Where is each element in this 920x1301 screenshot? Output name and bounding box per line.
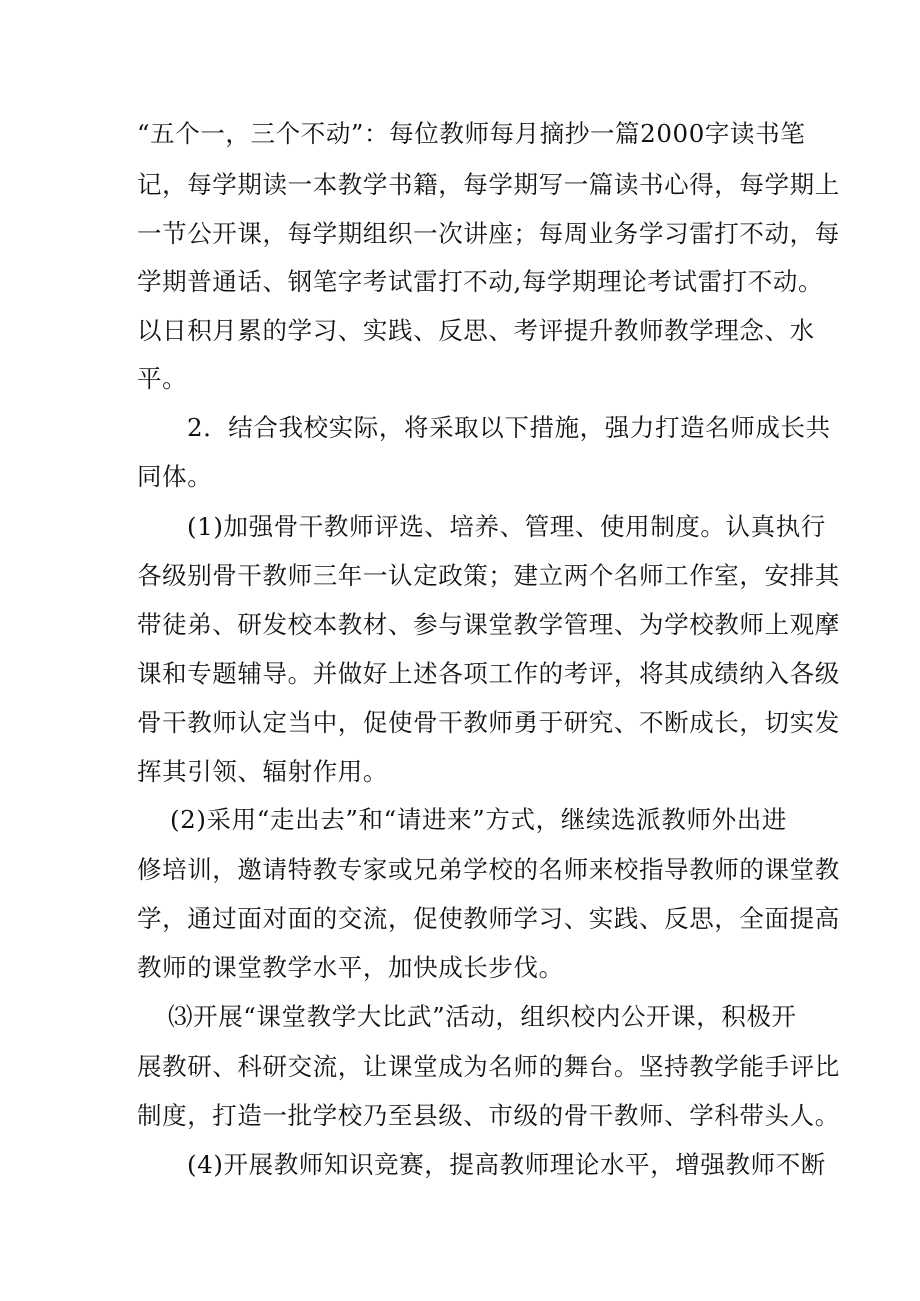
text-line: 学期普通话、钢笔字考试雷打不动,每学期理论考试雷打不动。 xyxy=(137,267,824,296)
text-line: 教师的课堂教学水平，加快成长步伐。 xyxy=(137,953,564,982)
text-line: 带徒弟、研发校本教材、参与课堂教学管理、为学校教师上观摩 xyxy=(137,610,840,639)
text-line: 挥其引领、辐射作用。 xyxy=(137,757,388,786)
text-line: “五个一，三个不动”：每位教师每月摘抄一篇2000字读书笔 xyxy=(137,119,806,148)
text-line: ⑶开展“课堂教学大比武”活动，组织校内公开课，积极开 xyxy=(168,1002,797,1031)
text-line: 展教研、科研交流，让课堂成为名师的舞台。坚持教学能手评比 xyxy=(137,1052,840,1081)
text-line: 以日积月累的学习、实践、反思、考评提升教师教学理念、水 xyxy=(137,316,815,345)
text-line: (1)加强骨干教师评选、培养、管理、使用制度。认真执行 xyxy=(187,512,826,541)
text-line: 骨干教师认定当中，促使骨干教师勇于研究、不断成长，切实发 xyxy=(137,708,840,737)
text-line: 一节公开课，每学期组织一次讲座；每周业务学习雷打不动，每 xyxy=(137,219,840,248)
text-line: 各级别骨干教师三年一认定政策；建立两个名师工作室，安排其 xyxy=(137,561,840,590)
text-line: 学，通过面对面的交流，促使教师学习、实践、反思，全面提高 xyxy=(137,904,840,933)
text-line: 制度，打造一批学校乃至县级、市级的骨干教师、学科带头人。 xyxy=(137,1101,840,1130)
text-line: 同体。 xyxy=(137,462,213,491)
text-line: (4)开展教师知识竞赛，提高教师理论水平，增强教师不断 xyxy=(187,1150,826,1179)
text-line: 记，每学期读一本教学书籍，每学期写一篇读书心得，每学期上 xyxy=(137,170,840,199)
text-line: 2．结合我校实际，将采取以下措施，强力打造名师成长共 xyxy=(187,413,831,442)
text-line: 修培训，邀请特教专家或兄弟学校的名师来校指导教师的课堂教 xyxy=(137,855,840,884)
text-line: (2)采用“走出去”和“请进来”方式，继续选派教师外出进 xyxy=(170,805,787,834)
text-line: 课和专题辅导。并做好上述各项工作的考评，将其成绩纳入各级 xyxy=(137,659,840,688)
text-line: 平。 xyxy=(137,364,188,393)
